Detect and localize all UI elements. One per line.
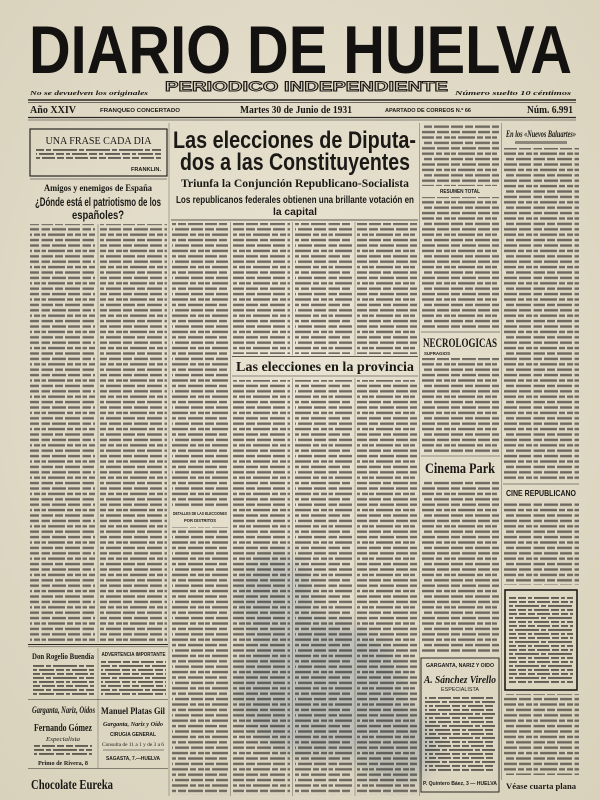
lead-deck: Triunfa la Conjunción Republicano-Socialista — [181, 178, 410, 190]
ad-specialty: Garganta, Nariz y Oído — [103, 721, 163, 728]
lead-headline: dos a las Constituyentes — [180, 149, 410, 176]
ad-name: Fernando Gómez — [34, 723, 93, 734]
issue-number: Núm. 6.991 — [527, 105, 573, 116]
quote-box-title: UNA FRASE CADA DIA — [45, 135, 152, 147]
ad-text — [425, 695, 495, 771]
body-text — [422, 197, 499, 329]
body-text — [422, 124, 499, 186]
lead-subdeck: la capital — [273, 206, 318, 218]
ad-specialty: GARGANTA, NARIZ Y OIDO — [426, 663, 495, 669]
obituaries-title: NECROLOGICAS — [423, 336, 498, 350]
ad-address: SAGASTA, 7.—HUELVA — [106, 756, 161, 762]
obituaries-subtitle: SUFRAGIOS — [424, 352, 453, 357]
baluartes-headline: En los «Nuevos Baluartes» — [505, 129, 576, 139]
ad-address: P. Quintero Báez, 3 — HUELVA — [423, 781, 498, 787]
province-headline: Las elecciones en la provincia — [236, 360, 414, 375]
masthead-title: DIARIO DE HUELVA — [29, 12, 572, 88]
body-text — [504, 501, 579, 585]
quote-text — [36, 148, 161, 161]
ad-title: ADVERTENCIA IMPORTANTE — [101, 652, 166, 658]
summary-heading: RESUMEN TOTAL — [440, 189, 481, 195]
district-details-heading: POR DISTRITOS — [184, 519, 222, 524]
body-text — [100, 224, 167, 642]
notice-text — [509, 595, 573, 685]
ad-specialty: Garganta, Nariz, Oídos — [32, 705, 96, 715]
body-text — [422, 358, 499, 453]
body-text — [504, 148, 579, 481]
ad-title: Especialista — [44, 737, 80, 743]
ad-text — [33, 663, 94, 696]
masthead-subtitle: PERIODICO INDEPENDIENTE — [165, 78, 448, 94]
body-text — [357, 223, 417, 354]
price-note: Número suelto 10 céntimos — [453, 90, 572, 97]
lead-subdeck: Los republicanos federales obtienen una brillante votación en — [176, 194, 414, 206]
body-text — [295, 223, 352, 354]
lead-headline: Las elecciones de Diputa- — [173, 127, 417, 154]
article-kicker: Amigos y enemigos de España — [44, 184, 153, 194]
district-details-heading: DETALLES DE LAS ELECCIONES — [173, 512, 250, 517]
postage-label: FRANQUEO CONCERTADO — [100, 108, 181, 114]
article-headline: ¿Dónde está el patriotismo de los — [35, 195, 162, 209]
body-text — [172, 223, 228, 508]
continued-note: Véase cuarta plana — [506, 782, 576, 791]
issue-date: Martes 30 de Junio de 1931 — [240, 105, 352, 116]
body-text — [422, 480, 499, 654]
quote-author: FRANKLIN. — [131, 167, 162, 173]
body-text — [515, 141, 567, 144]
ad-address: Primo de Rivera, 8 — [38, 761, 88, 767]
ad-surgery: CIRUGIA GENERAL — [110, 732, 157, 738]
ad-chocolate-brand: Chocolate Eureka — [31, 778, 113, 793]
body-text — [233, 223, 290, 354]
cine-republicano-heading: CINE REPUBLICANO — [506, 488, 577, 498]
ad-hours: Consulta de 11 a 1 y de 3 a 6 — [102, 742, 165, 748]
ad-buendia — [32, 652, 94, 696]
ad-name: A. Sánchez Virello — [423, 675, 496, 686]
ad-name: Don Rogelio Buendía — [32, 652, 94, 661]
year-label: Año XXIV — [30, 105, 77, 116]
body-text — [30, 224, 95, 642]
ad-text — [101, 660, 166, 696]
cinema-title: Cinema Park — [425, 461, 496, 477]
masthead — [29, 12, 572, 97]
originals-note: No se devuelven los originales — [28, 90, 149, 97]
body-text — [172, 527, 228, 795]
body-text — [504, 694, 579, 775]
ad-name: Manuel Platas Gil — [101, 707, 166, 717]
notice-box — [505, 590, 577, 690]
article-headline: españoles? — [72, 208, 124, 222]
ad-title: ESPECIALISTA — [441, 687, 480, 693]
po-box-label: APARTADO DE CORREOS N.º 66 — [385, 108, 471, 114]
ad-text — [34, 745, 92, 757]
